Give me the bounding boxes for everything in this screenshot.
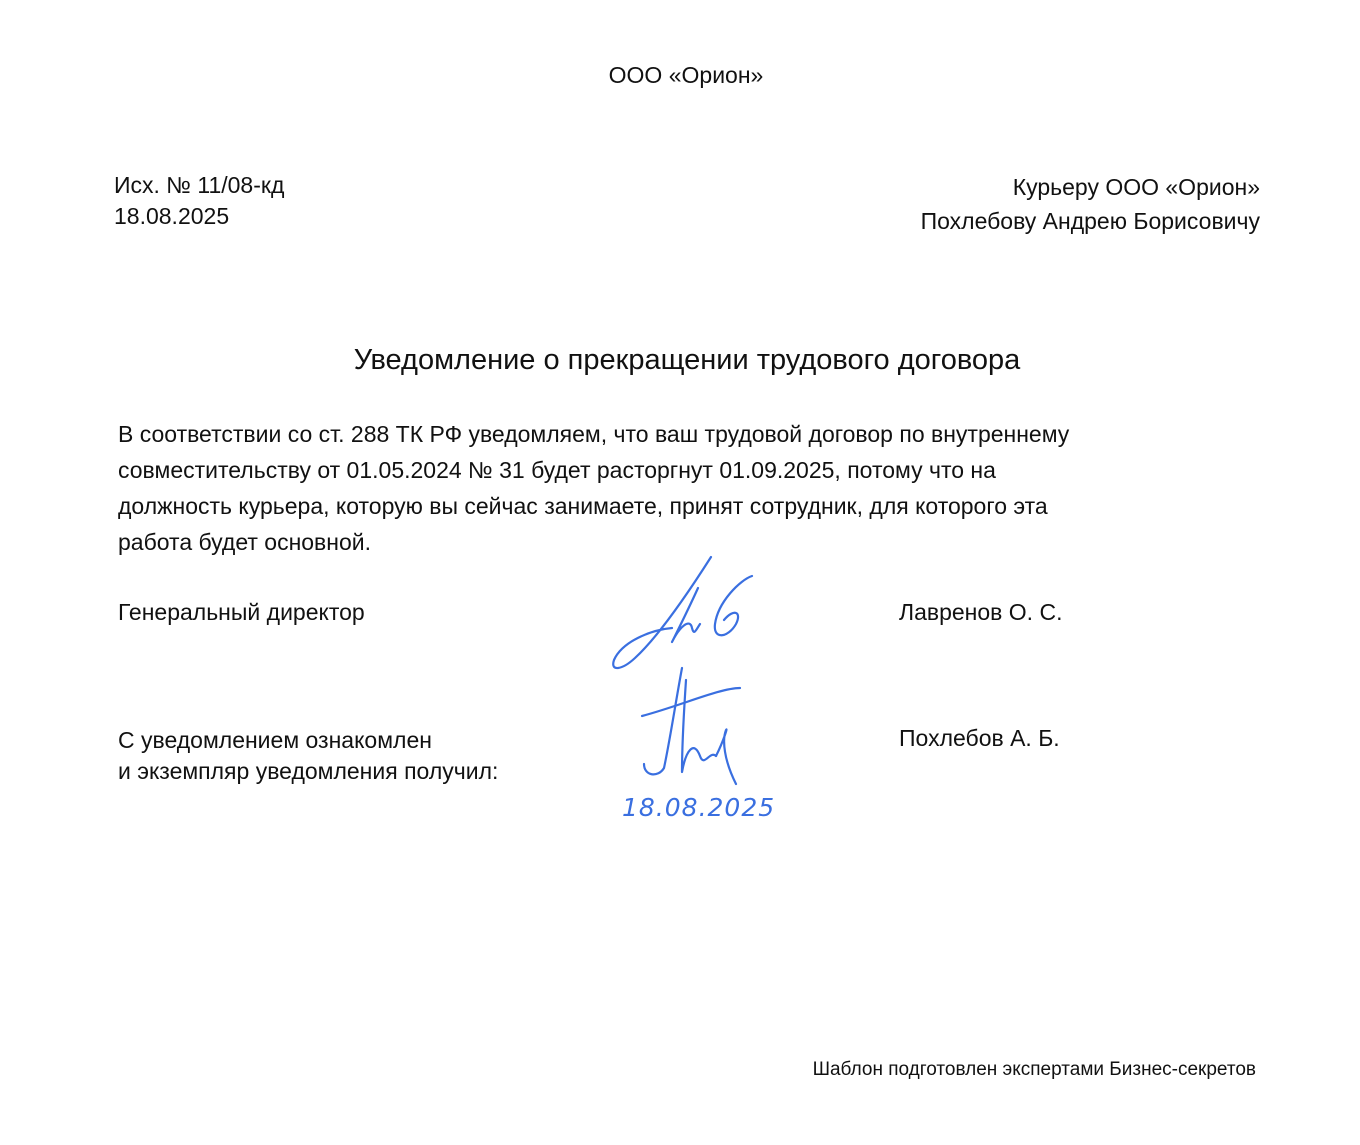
body-line: В соответствии со ст. 288 ТК РФ уведомляем, что ваш трудовой договор по внутреннему	[118, 421, 1070, 447]
acknowledgment-line-2: и экземпляр уведомления получил:	[118, 758, 499, 784]
addressee-block	[921, 170, 1260, 238]
document-title: Уведомление о прекращении трудового договора	[353, 344, 1021, 376]
addressee-name: Похлебову Андрею Борисовичу	[920, 208, 1260, 234]
acknowledgment-label	[118, 725, 498, 787]
body-line: работа будет основной.	[118, 529, 372, 555]
employee-signature-icon	[620, 660, 770, 790]
outgoing-date: 18.08.2025	[114, 203, 230, 229]
director-name: Лавренов О. С.	[899, 599, 1063, 625]
director-position: Генеральный директор	[118, 599, 365, 625]
outgoing-reference	[114, 170, 284, 232]
body-line: совместительству от 01.05.2024 № 31 будет расторгнут 01.09.2025, потому что на	[118, 457, 996, 483]
employee-name: Похлебов А. Б.	[899, 725, 1060, 751]
organization-name: ООО «Орион»	[608, 62, 764, 88]
handwritten-date: 18.08.2025	[622, 793, 776, 822]
acknowledgment-line-1: С уведомлением ознакомлен	[118, 727, 432, 753]
document-body	[118, 416, 1248, 560]
body-line: должность курьера, которую вы сейчас занимаете, принят сотрудник, для которого эта	[118, 493, 1048, 519]
template-credit: Шаблон подготовлен экспертами Бизнес-секретов	[812, 1059, 1256, 1080]
outgoing-number: Исх. № 11/08-кд	[114, 172, 285, 198]
addressee-position: Курьеру ООО «Орион»	[1012, 174, 1260, 200]
